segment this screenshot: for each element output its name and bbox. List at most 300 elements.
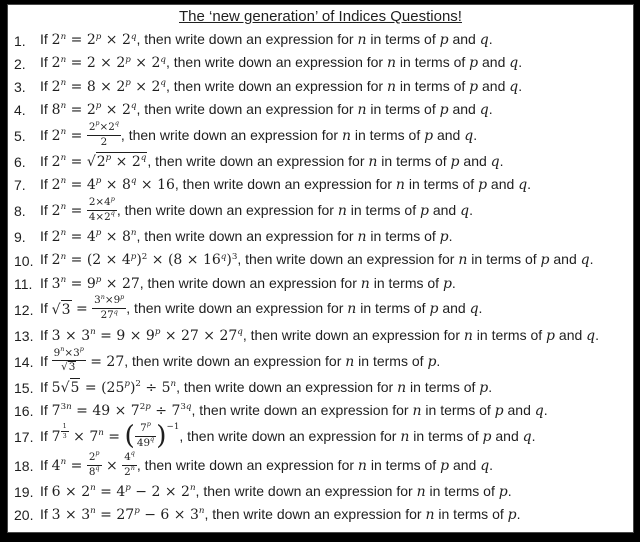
question-text: [40, 194, 473, 226]
math-variable: p: [124, 378, 130, 389]
math-text: 9: [86, 275, 96, 292]
math-variable: p: [95, 449, 100, 458]
math-variable: n: [60, 457, 67, 468]
math-text: × 16: [136, 177, 175, 194]
body-text: in terms of: [425, 482, 499, 499]
power: [108, 119, 119, 133]
power: [52, 54, 67, 70]
math-text: 3: [61, 301, 71, 318]
body-text: and: [438, 300, 470, 317]
body-text: in terms of: [467, 251, 541, 268]
math-text: 3: [81, 327, 91, 344]
math-text: 2: [51, 203, 61, 220]
fraction-denominator: [87, 211, 117, 225]
power: [151, 78, 165, 94]
paren-content: [135, 420, 156, 452]
body-text: If: [40, 401, 52, 418]
radicand: [68, 361, 77, 373]
math-variable: q: [469, 301, 479, 318]
question-text: [40, 177, 531, 194]
math-text: 2: [181, 483, 190, 500]
question-row: [8, 272, 633, 295]
question-row: [8, 226, 633, 249]
body-text: in terms of: [366, 456, 441, 473]
body-text: .: [478, 300, 483, 317]
body-text: in terms of: [350, 126, 425, 143]
math-text: ×: [101, 229, 122, 246]
body-text: and: [459, 152, 491, 169]
math-text: 4: [86, 177, 96, 194]
question-row: [8, 174, 633, 197]
math-text: 2: [51, 127, 61, 144]
power: [181, 483, 196, 499]
question-number: 20.: [14, 507, 34, 524]
math-variable: n: [368, 153, 378, 170]
math-variable: p: [469, 55, 479, 72]
fraction-denominator: [92, 309, 126, 323]
page-title: The ‘new generation’ of Indices Questions!: [179, 8, 462, 25]
math-text: 8: [51, 101, 61, 118]
question-text: [40, 79, 522, 96]
power: [140, 420, 151, 434]
body-text: .: [473, 126, 478, 143]
radical-sign: √: [60, 379, 70, 396]
body-text: If: [40, 176, 52, 193]
math-text: 27: [100, 309, 114, 322]
math-text: ×: [101, 101, 122, 118]
body-text: in terms of: [377, 152, 451, 169]
exponent: [61, 401, 72, 411]
math-variable: n: [386, 55, 397, 72]
body-text: , then write down an expression for: [136, 100, 358, 117]
question-text: [40, 449, 494, 481]
body-text: .: [589, 251, 594, 268]
power: [53, 345, 65, 359]
power: [87, 228, 101, 244]
math-text: 27: [116, 506, 135, 523]
math-variable: p: [429, 301, 439, 318]
body-text: If: [40, 427, 52, 444]
exponent: [180, 401, 191, 411]
body-text: , then write down an expression for: [191, 401, 413, 418]
body-text: If: [40, 100, 52, 117]
question-text: [40, 380, 492, 397]
math-variable: n: [347, 301, 357, 318]
power: [87, 31, 101, 47]
math-variable: p: [507, 506, 517, 523]
radical: [61, 379, 81, 395]
math-variable: p: [439, 32, 449, 49]
body-text: and: [478, 54, 510, 71]
math-variable: p: [154, 326, 161, 337]
math-text: 3: [94, 294, 101, 307]
math-variable: p: [546, 327, 556, 344]
math-variable: p: [146, 420, 151, 429]
power: [122, 176, 136, 192]
question-number: 7.: [14, 177, 26, 194]
math-text: ×: [101, 32, 122, 49]
math-text: 7: [51, 402, 61, 419]
math-text: 3 ×: [51, 327, 82, 344]
math-variable: q: [160, 77, 166, 88]
power: [116, 483, 130, 499]
math-text: ×: [99, 120, 109, 133]
question-row: [8, 292, 633, 324]
question-list: [8, 29, 633, 527]
power: [51, 422, 69, 445]
right-paren: ): [156, 420, 167, 452]
power: [190, 506, 205, 522]
math-variable: q: [580, 252, 590, 269]
math-text: 2: [88, 450, 96, 463]
math-text: × 27: [101, 275, 140, 292]
power: [124, 464, 135, 478]
fraction-numerator: [52, 347, 86, 362]
math-text: 4: [86, 229, 96, 246]
math-text: 4: [121, 252, 131, 269]
paren-group: [124, 420, 180, 452]
math-text: ÷: [150, 402, 172, 419]
math-variable: n: [90, 326, 96, 337]
fraction-denominator: [135, 437, 156, 451]
math-variable: n: [189, 483, 196, 494]
exponent: [95, 450, 99, 457]
body-text: .: [518, 54, 523, 71]
math-text: 5: [70, 379, 80, 396]
math-variable: p: [110, 194, 115, 203]
body-text: and: [449, 456, 481, 473]
body-text: .: [451, 274, 456, 291]
power: [73, 345, 84, 359]
math-text: (2 ×: [86, 252, 122, 269]
power: [131, 402, 151, 418]
math-variable: p: [427, 353, 437, 370]
math-variable: n: [345, 353, 355, 370]
question-number: 2.: [14, 55, 26, 72]
exponent: [150, 436, 154, 443]
power: [104, 194, 115, 208]
body-text: , then write down an expression for: [136, 31, 358, 48]
math-variable: q: [479, 32, 489, 49]
question-row: [8, 481, 633, 504]
power: [52, 78, 67, 94]
math-text: 49: [136, 436, 151, 449]
power: [132, 153, 146, 169]
math-variable: n: [425, 506, 435, 523]
math-text: 2: [100, 135, 108, 148]
math-text: =: [95, 506, 117, 523]
math-text: 7: [140, 421, 147, 434]
math-text: ): [129, 379, 136, 396]
math-text: 4×: [88, 210, 105, 223]
math-variable: p: [469, 78, 479, 95]
math-variable: n: [357, 32, 367, 49]
body-text: .: [448, 228, 453, 245]
math-text: ×: [101, 457, 123, 474]
math-text: =: [66, 32, 87, 49]
body-text: .: [531, 427, 536, 444]
radicand: [61, 300, 72, 317]
math-text: =: [66, 203, 87, 220]
body-text: If: [40, 352, 52, 369]
question-number: 4.: [14, 102, 26, 119]
math-variable: p: [494, 402, 504, 419]
math-variable: q: [480, 457, 490, 474]
body-text: If: [40, 456, 52, 473]
body-text: If: [40, 228, 52, 245]
math-text: 2×: [88, 196, 105, 208]
question-number: 9.: [14, 229, 26, 246]
radicand: [96, 152, 148, 169]
body-text: If: [40, 505, 52, 522]
body-text: , then write down an expression for: [116, 202, 338, 219]
math-text: 3: [68, 361, 76, 374]
math-variable: q: [460, 203, 470, 220]
math-variable: q: [464, 127, 474, 144]
body-text: .: [488, 100, 493, 117]
math-variable: n: [463, 327, 473, 344]
math-text: 2: [135, 378, 141, 389]
body-text: .: [488, 378, 493, 395]
body-text: If: [40, 326, 52, 343]
math-text: 5: [161, 379, 171, 396]
math-text: 4: [51, 457, 61, 474]
math-variable: q: [534, 402, 544, 419]
radical-sign: √: [51, 301, 61, 318]
math-text: ×: [130, 78, 152, 95]
math-variable: n: [416, 483, 426, 500]
body-text: and: [487, 176, 519, 193]
question-text: [40, 252, 594, 269]
power: [219, 327, 242, 343]
math-variable: n: [60, 176, 67, 187]
math-variable: p: [95, 274, 102, 285]
fraction-denominator: [52, 361, 86, 375]
math-variable: p: [125, 483, 131, 494]
math-variable: n: [357, 229, 367, 246]
math-text: 5: [51, 379, 61, 396]
math-text: − 6 ×: [139, 506, 190, 523]
body-text: , then write down an expression for: [174, 176, 396, 193]
question-text: [40, 403, 548, 420]
question-row: [8, 400, 633, 423]
math-text: 27: [219, 327, 238, 344]
fraction: [92, 294, 126, 323]
math-variable: n: [60, 127, 67, 138]
math-variable: n: [90, 483, 96, 494]
math-text: 3: [51, 275, 61, 292]
math-text: =: [103, 428, 125, 445]
body-text: , then write down an expression for: [139, 274, 361, 291]
math-variable: n: [90, 506, 96, 517]
body-text: in terms of: [396, 77, 470, 94]
math-variable: q: [479, 101, 489, 118]
math-variable: q: [490, 153, 500, 170]
math-variable: n: [337, 203, 347, 220]
radical: [52, 301, 72, 317]
fraction: [52, 347, 86, 376]
math-text: 2: [96, 153, 106, 170]
math-variable: p: [498, 483, 508, 500]
math-variable: q: [114, 119, 119, 128]
math-variable: q: [150, 435, 155, 444]
math-text: =: [80, 379, 102, 396]
math-text: 2: [116, 78, 126, 95]
fraction: [61, 422, 69, 441]
radical-sign: √: [86, 153, 96, 170]
power: [88, 464, 100, 478]
math-variable: n: [60, 228, 67, 239]
math-variable: q: [509, 78, 519, 95]
math-variable: q: [518, 177, 528, 194]
body-text: in terms of: [366, 31, 440, 48]
math-text: =: [66, 252, 87, 269]
question-number: 6.: [14, 154, 26, 171]
power: [88, 449, 100, 463]
power: [87, 176, 101, 192]
body-text: in terms of: [396, 54, 470, 71]
math-text: =: [66, 177, 87, 194]
body-text: in terms of: [346, 202, 420, 219]
exponent: [147, 421, 151, 428]
math-text: 2: [51, 252, 61, 269]
question-number: 16.: [14, 403, 34, 420]
radical: [87, 153, 148, 169]
body-text: , then write down an expression for: [147, 152, 369, 169]
question-number: 8.: [14, 203, 26, 220]
exponent: [114, 309, 118, 316]
math-variable: n: [360, 275, 370, 292]
exponent: [95, 465, 99, 472]
math-text: = 27: [85, 353, 125, 370]
math-variable: p: [95, 101, 102, 112]
body-text: .: [507, 482, 512, 499]
left-paren: (: [124, 420, 135, 452]
question-row: [8, 119, 633, 151]
math-variable: q: [509, 55, 519, 72]
math-text: =: [66, 127, 87, 144]
exponent: [80, 346, 84, 353]
power: [87, 101, 101, 117]
math-text: 7: [130, 402, 140, 419]
radical: [61, 362, 76, 373]
exponent: [141, 152, 147, 162]
math-text: 2: [51, 32, 61, 49]
question-number: 10.: [14, 252, 34, 269]
math-text: 3: [62, 432, 67, 441]
power: [52, 457, 67, 473]
math-variable: p: [95, 176, 102, 187]
math-text: ×: [64, 346, 74, 359]
math-variable: n: [60, 101, 67, 112]
question-number: 11.: [14, 275, 33, 292]
body-text: If: [40, 378, 52, 395]
body-text: If: [40, 482, 52, 499]
math-text: ×: [147, 252, 168, 269]
math-variable: n: [66, 402, 72, 413]
body-text: , then write down an expression for: [120, 126, 342, 143]
question-text: [40, 55, 522, 72]
power: [116, 54, 130, 70]
body-text: , then write down an expression for: [204, 505, 426, 522]
math-variable: p: [95, 119, 100, 128]
math-variable: p: [95, 31, 102, 42]
fraction: [122, 451, 137, 480]
question-number: 14.: [14, 353, 34, 370]
exponent: [111, 210, 115, 217]
body-text: .: [489, 456, 494, 473]
question-row: [8, 52, 633, 75]
math-variable: q: [140, 153, 147, 164]
power: [52, 31, 67, 47]
question-number: 5.: [14, 128, 26, 145]
exponent: [140, 401, 151, 411]
math-variable: n: [60, 31, 67, 42]
math-text: 2: [124, 465, 131, 478]
math-variable: n: [60, 54, 67, 65]
body-text: If: [40, 54, 52, 71]
question-text: [40, 345, 441, 377]
math-text: 2: [139, 402, 146, 413]
fraction: [135, 422, 156, 451]
body-text: and: [478, 77, 510, 94]
question-number: 12.: [14, 301, 34, 318]
math-text: 3: [231, 251, 238, 262]
math-variable: p: [125, 54, 131, 65]
power: [122, 31, 136, 47]
power: [146, 327, 160, 343]
power: [116, 506, 139, 522]
math-variable: p: [134, 506, 140, 517]
math-text: 8: [121, 229, 131, 246]
question-number: 1.: [14, 32, 26, 49]
question-number: 13.: [14, 327, 34, 344]
question-text: [40, 276, 456, 293]
math-text: 2: [121, 101, 131, 118]
power: [104, 209, 115, 223]
question-row: [8, 29, 633, 52]
body-text: .: [518, 77, 523, 94]
question-text: [40, 229, 453, 246]
fraction-denominator: [122, 466, 137, 480]
math-text: =: [66, 153, 87, 170]
math-text: ×: [101, 177, 122, 194]
power: [113, 292, 125, 307]
math-text: =: [66, 229, 87, 246]
math-variable: n: [100, 292, 105, 301]
math-variable: p: [440, 457, 450, 474]
power: [81, 483, 96, 499]
math-variable: q: [130, 176, 137, 187]
power: [107, 379, 130, 395]
question-number: 19.: [14, 484, 34, 501]
math-variable: q: [130, 449, 135, 458]
math-variable: n: [60, 77, 67, 88]
math-text: 2: [104, 210, 111, 223]
math-text: −1: [166, 422, 180, 433]
math-text: 2: [151, 55, 161, 72]
math-text: 2: [121, 32, 131, 49]
math-variable: n: [198, 506, 205, 517]
math-text: 2: [51, 177, 61, 194]
question-row: [8, 376, 633, 399]
math-variable: q: [113, 307, 118, 316]
math-text: 2: [51, 78, 61, 95]
power: [52, 176, 67, 192]
math-text: =: [66, 101, 87, 118]
body-text: .: [595, 326, 600, 343]
math-variable: q: [130, 101, 137, 112]
